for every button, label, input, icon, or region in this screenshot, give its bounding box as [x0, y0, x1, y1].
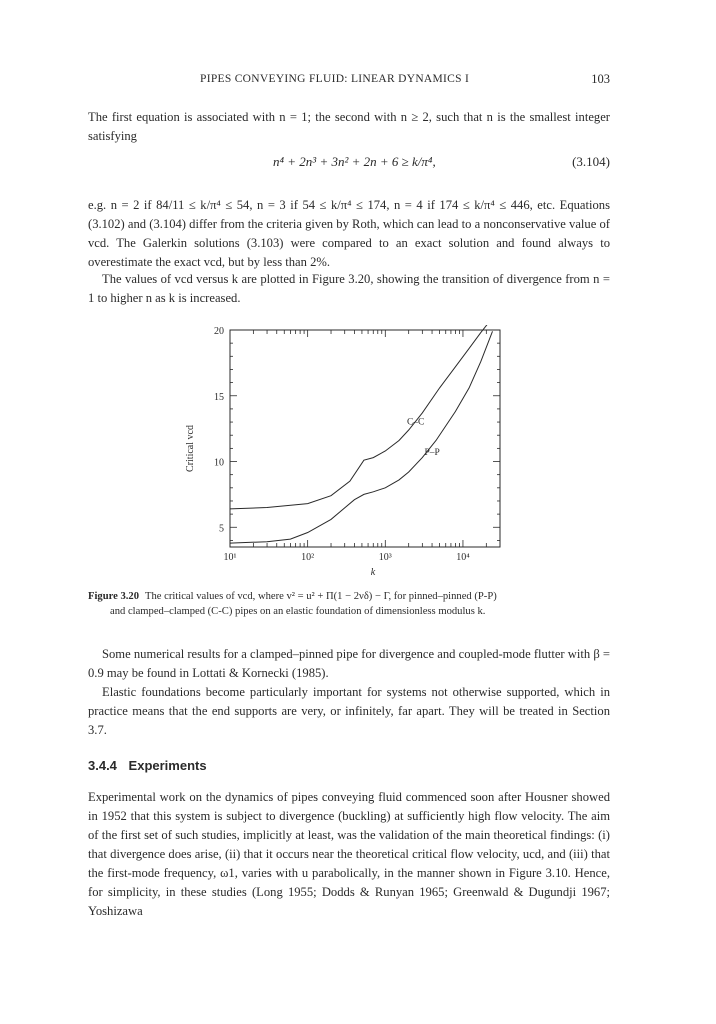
figure-caption: [88, 589, 610, 619]
section-heading: [88, 758, 207, 773]
page-number: 103: [591, 72, 610, 86]
running-head: PIPES CONVEYING FLUID: LINEAR DYNAMICS I: [200, 73, 470, 85]
series-line-p-p: [230, 331, 493, 543]
y-tick-label: 5: [219, 523, 224, 535]
y-tick-label: 15: [214, 391, 224, 403]
chart-series: [230, 325, 493, 543]
y-tick-label: 20: [214, 326, 224, 337]
paragraph-2: e.g. n = 2 if 84/11 ≤ k/π⁴ ≤ 54, n = 3 if 54 ≤ k/π⁴ ≤ 174, n = 4 if 174 ≤ k/π⁴ ≤ 446, etc. Equations (3.102) and (3.104) differ from the criteria given by Roth, which can lead to a nonconservative value of vcd. The Galerkin solutions (3.103) were compared to an exact solution and found always to overestimate the exact vcd, but by less than 2%.: [88, 198, 610, 269]
equation-3-104: [88, 154, 610, 176]
curve-annotation: C–C: [406, 417, 425, 428]
series-line-c-c: [230, 325, 488, 509]
paragraph-5: Elastic foundations become particularly important for systems not otherwise supported, which in practice means that the end supports are very, or infinitely, far apart. They will be treated in Section 3.7.: [88, 685, 610, 737]
caption-line-2: and clamped–clamped (C-C) pipes on an elastic foundation of dimensionless modulus k.: [110, 606, 486, 617]
critical-velocity-chart: [180, 325, 520, 580]
plot-frame: [230, 330, 500, 547]
paragraph-3: The values of vcd versus k are plotted in Figure 3.20, showing the transition of divergence from n = 1 to higher n as k is increased.: [88, 272, 610, 305]
x-axis-label: k: [370, 567, 376, 578]
x-tick-label: 10²: [301, 552, 315, 563]
y-axis-label: Critical vcd: [185, 425, 196, 472]
curve-annotation: P–P: [424, 447, 440, 458]
paragraph-4: Some numerical results for a clamped–pinned pipe for divergence and coupled-mode flutter with β = 0.9 may be found in Lottati & Kornecki (1985).: [88, 647, 610, 680]
section-number: 3.4.4: [88, 758, 117, 773]
chart-axes: [230, 330, 500, 547]
x-tick-label: 10⁴: [456, 552, 470, 563]
x-tick-label: 10³: [378, 552, 392, 563]
caption-line-1: The critical values of vcd, where v² = u² + Π(1 − 2νδ) − Γ, for pinned–pinned (P-P): [145, 591, 497, 602]
paragraph-6: Experimental work on the dynamics of pipes conveying fluid commenced soon after Housner showed in 1952 that this system is subject to divergence (buckling) at sufficiently high flow velocity. The aim of the first set of such studies, implicitly at least, was the validation of the main theoretical findings: (i) that divergence does arise, (ii) that it occurs near the theoretical critical flow velocity, ucd, and (iii) that the first-mode frequency, ω1, varies with u parabolically, in the manner shown in Figure 3.10. Hence, for simplicity, in these studies (Long 1955; Dodds & Runyan 1965; Greenwald & Dugundji 1967; Yoshizawa: [88, 790, 610, 918]
y-tick-label: 10: [214, 457, 224, 469]
equation-body: n⁴ + 2n³ + 3n² + 2n + 6 ≥ k/π⁴,: [273, 154, 436, 169]
section-title: Experiments: [128, 758, 207, 773]
paragraph-1: The first equation is associated with n = 1; the second with n ≥ 2, such that n is the smallest integer satisfying: [88, 110, 610, 143]
chart-labels: [185, 326, 470, 578]
x-tick-label: 10¹: [223, 552, 237, 563]
figure-label: Figure 3.20: [88, 591, 140, 602]
equation-number: (3.104): [572, 154, 610, 169]
